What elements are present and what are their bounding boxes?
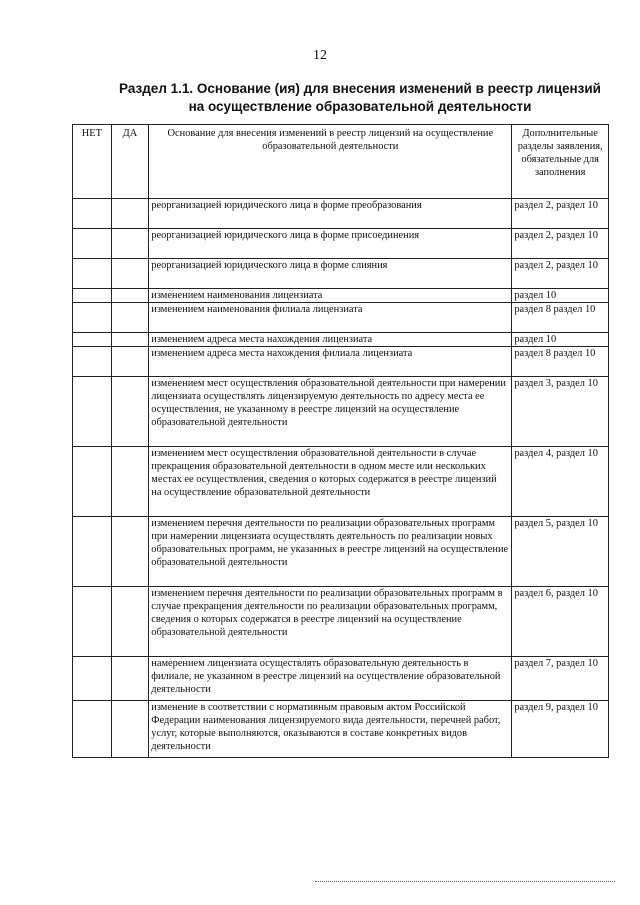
changes-basis-table: [72, 124, 609, 758]
basis-cell: изменением адреса места нахождения лицензиата: [149, 333, 512, 347]
basis-cell: реорганизацией юридического лица в форме присоединения: [149, 229, 512, 259]
checkbox-net-cell[interactable]: [73, 377, 112, 447]
checkbox-net-cell[interactable]: [73, 229, 112, 259]
sections-cell: раздел 10: [512, 289, 609, 303]
header-da: ДА: [111, 125, 149, 199]
page-number: 12: [313, 48, 327, 63]
header-basis: Основание для внесения изменений в реестр лицензий на осуществление образовательной деятельности: [149, 125, 512, 199]
checkbox-da-cell[interactable]: [111, 229, 149, 259]
table-header-row: [73, 125, 609, 199]
checkbox-da-cell[interactable]: [111, 377, 149, 447]
table-row: [73, 347, 609, 377]
checkbox-net-cell[interactable]: [73, 347, 112, 377]
sections-cell: раздел 4, раздел 10: [512, 447, 609, 517]
checkbox-net-cell[interactable]: [73, 587, 112, 657]
table-row: [73, 199, 609, 229]
checkbox-da-cell[interactable]: [111, 303, 149, 333]
basis-cell: изменением перечня деятельности по реализации образовательных программ в случае прекращения деятельности по реализации образовательных программ, сведения о которых содержатся в реестре лицензий на осуществление образовательной деятельности: [149, 587, 512, 657]
basis-cell: изменением мест осуществления образовательной деятельности в случае прекращения образовательной деятельности в одном месте или нескольких местах ее осуществления, сведения о которых содержатся в реестре лицензий на осуществление образовательной деятельности: [149, 447, 512, 517]
basis-cell: реорганизацией юридического лица в форме преобразования: [149, 199, 512, 229]
table-row: [73, 447, 609, 517]
basis-cell: реорганизацией юридического лица в форме слияния: [149, 259, 512, 289]
checkbox-net-cell[interactable]: [73, 303, 112, 333]
sections-cell: раздел 10: [512, 333, 609, 347]
header-net: НЕТ: [73, 125, 112, 199]
table-row: [73, 517, 609, 587]
table-row: [73, 303, 609, 333]
checkbox-net-cell[interactable]: [73, 657, 112, 701]
checkbox-net-cell[interactable]: [73, 701, 112, 758]
basis-cell: изменением наименования лицензиата: [149, 289, 512, 303]
sections-cell: раздел 7, раздел 10: [512, 657, 609, 701]
basis-cell: изменение в соответствии с нормативным правовым актом Российской Федерации наименования лицензируемого вида деятельности, перечней работ, услуг, которые выполняются, оказываются в составе конкретных видов деятельности: [149, 701, 512, 758]
basis-cell: намерением лицензиата осуществлять образовательную деятельность в филиале, не указанном в реестре лицензий на осуществление образовательной деятельности: [149, 657, 512, 701]
sections-cell: раздел 3, раздел 10: [512, 377, 609, 447]
table-row: [73, 229, 609, 259]
basis-cell: изменением мест осуществления образовательной деятельности при намерении лицензиата осуществлять лицензируемую деятельность по адресу места ее осуществления, не указанному в реестре лицензий на осуществление образовательной деятельности: [149, 377, 512, 447]
basis-cell: изменением адреса места нахождения филиала лицензиата: [149, 347, 512, 377]
sections-cell: раздел 2, раздел 10: [512, 199, 609, 229]
sections-cell: раздел 2, раздел 10: [512, 259, 609, 289]
checkbox-da-cell[interactable]: [111, 289, 149, 303]
sections-cell: раздел 6, раздел 10: [512, 587, 609, 657]
table-row: [73, 587, 609, 657]
checkbox-da-cell[interactable]: [111, 347, 149, 377]
sections-cell: раздел 5, раздел 10: [512, 517, 609, 587]
basis-cell: изменением перечня деятельности по реализации образовательных программ при намерении лицензиата осуществлять деятельность по реализации новых образовательных программ, не указанных в реестре лицензий на осуществление образовательной деятельности: [149, 517, 512, 587]
section-title: Раздел 1.1. Основание (ия) для внесения изменений в реестр лицензий на осуществление образовательной деятельности: [119, 81, 601, 114]
sections-cell: раздел 8 раздел 10: [512, 303, 609, 333]
checkbox-net-cell[interactable]: [73, 447, 112, 517]
checkbox-net-cell[interactable]: [73, 259, 112, 289]
sections-cell: раздел 9, раздел 10: [512, 701, 609, 758]
checkbox-da-cell[interactable]: [111, 517, 149, 587]
table-row: [73, 377, 609, 447]
checkbox-da-cell[interactable]: [111, 199, 149, 229]
checkbox-da-cell[interactable]: [111, 587, 149, 657]
checkbox-da-cell[interactable]: [111, 333, 149, 347]
checkbox-da-cell[interactable]: [111, 447, 149, 517]
basis-cell: изменением наименования филиала лицензиата: [149, 303, 512, 333]
checkbox-da-cell[interactable]: [111, 259, 149, 289]
header-sections: Дополнительные разделы заявления, обязательные для заполнения: [512, 125, 609, 199]
sections-cell: раздел 8 раздел 10: [512, 347, 609, 377]
checkbox-net-cell[interactable]: [73, 517, 112, 587]
table-row: [73, 657, 609, 701]
checkbox-net-cell[interactable]: [73, 333, 112, 347]
table-row: [73, 333, 609, 347]
table-row: [73, 701, 609, 758]
table-row: [73, 259, 609, 289]
checkbox-da-cell[interactable]: [111, 701, 149, 758]
checkbox-da-cell[interactable]: [111, 657, 149, 701]
checkbox-net-cell[interactable]: [73, 199, 112, 229]
checkbox-net-cell[interactable]: [73, 289, 112, 303]
footer-line: [315, 881, 615, 882]
sections-cell: раздел 2, раздел 10: [512, 229, 609, 259]
table-row: [73, 289, 609, 303]
